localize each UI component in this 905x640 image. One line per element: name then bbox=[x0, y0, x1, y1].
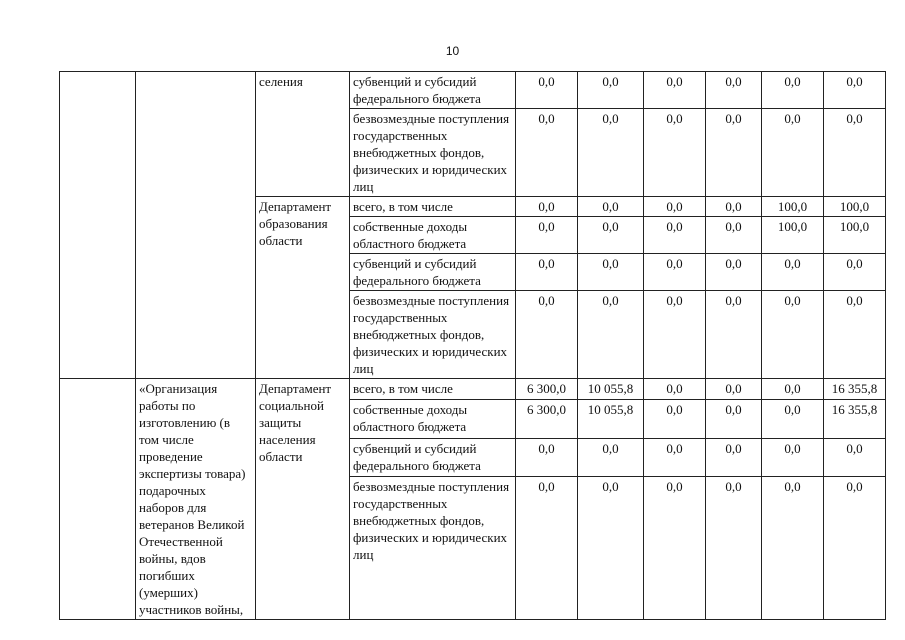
value-cell: 0,0 bbox=[516, 217, 578, 254]
value-cell: 0,0 bbox=[644, 72, 706, 109]
value-cell: 0,0 bbox=[706, 291, 762, 379]
value-cell: 0,0 bbox=[762, 399, 824, 438]
value-cell: 0,0 bbox=[578, 477, 644, 620]
value-cell: 16 355,8 bbox=[824, 379, 886, 400]
empty-cell bbox=[136, 72, 256, 379]
value-cell: 0,0 bbox=[706, 399, 762, 438]
value-cell: 0,0 bbox=[578, 438, 644, 477]
value-cell: 0,0 bbox=[762, 109, 824, 197]
value-cell: 0,0 bbox=[578, 217, 644, 254]
value-cell: 0,0 bbox=[578, 197, 644, 217]
value-cell: 0,0 bbox=[516, 477, 578, 620]
funding-source-label: собственные доходы областного бюджета bbox=[350, 399, 516, 438]
value-cell: 0,0 bbox=[516, 254, 578, 291]
value-cell: 6 300,0 bbox=[516, 379, 578, 400]
funding-source-label: всего, в том числе bbox=[350, 197, 516, 217]
value-cell: 0,0 bbox=[824, 438, 886, 477]
value-cell: 0,0 bbox=[516, 72, 578, 109]
value-cell: 0,0 bbox=[516, 197, 578, 217]
table-row bbox=[60, 379, 886, 400]
funding-source-label: собственные доходы областного бюджета bbox=[350, 217, 516, 254]
value-cell: 0,0 bbox=[644, 477, 706, 620]
value-cell: 0,0 bbox=[762, 254, 824, 291]
value-cell: 0,0 bbox=[644, 217, 706, 254]
value-cell: 0,0 bbox=[706, 477, 762, 620]
value-cell: 0,0 bbox=[516, 291, 578, 379]
value-cell: 0,0 bbox=[578, 254, 644, 291]
value-cell: 0,0 bbox=[578, 72, 644, 109]
value-cell: 0,0 bbox=[824, 477, 886, 620]
department-cell: селения bbox=[256, 72, 350, 197]
value-cell: 0,0 bbox=[644, 109, 706, 197]
value-cell: 0,0 bbox=[706, 217, 762, 254]
value-cell: 0,0 bbox=[644, 438, 706, 477]
value-cell: 0,0 bbox=[578, 109, 644, 197]
value-cell: 10 055,8 bbox=[578, 379, 644, 400]
funding-source-label: субвенций и субсидий федерального бюджета bbox=[350, 254, 516, 291]
value-cell: 0,0 bbox=[706, 379, 762, 400]
value-cell: 0,0 bbox=[644, 197, 706, 217]
funding-source-label: субвенций и субсидий федерального бюджета bbox=[350, 72, 516, 109]
page-number: 10 bbox=[445, 44, 460, 58]
funding-source-label: безвозмездные поступления государственных внебюджетных фондов, физических и юридических лиц bbox=[350, 109, 516, 197]
value-cell: 0,0 bbox=[644, 254, 706, 291]
value-cell: 10 055,8 bbox=[578, 399, 644, 438]
value-cell: 100,0 bbox=[824, 197, 886, 217]
value-cell: 0,0 bbox=[706, 72, 762, 109]
empty-cell bbox=[60, 72, 136, 379]
value-cell: 0,0 bbox=[824, 72, 886, 109]
department-cell: Департамент социальной защиты населения области bbox=[256, 379, 350, 620]
value-cell: 0,0 bbox=[762, 379, 824, 400]
value-cell: 0,0 bbox=[762, 438, 824, 477]
empty-cell bbox=[60, 379, 136, 620]
value-cell: 0,0 bbox=[762, 477, 824, 620]
value-cell: 100,0 bbox=[824, 217, 886, 254]
value-cell: 0,0 bbox=[706, 438, 762, 477]
value-cell: 0,0 bbox=[706, 254, 762, 291]
value-cell: 0,0 bbox=[824, 254, 886, 291]
program-description: «Организация работы по изготовлению (в том числе проведение экспертизы товара) подарочных наборов для ветеранов Великой Отечественной войны, вдов погибших (умерших) участников войны, bbox=[136, 379, 256, 620]
value-cell: 0,0 bbox=[516, 438, 578, 477]
value-cell: 100,0 bbox=[762, 217, 824, 254]
funding-source-label: безвозмездные поступления государственных внебюджетных фондов, физических и юридических лиц bbox=[350, 291, 516, 379]
value-cell: 0,0 bbox=[824, 291, 886, 379]
value-cell: 0,0 bbox=[824, 109, 886, 197]
department-cell: Департамент образования области bbox=[256, 197, 350, 379]
value-cell: 16 355,8 bbox=[824, 399, 886, 438]
value-cell: 0,0 bbox=[762, 291, 824, 379]
value-cell: 0,0 bbox=[644, 291, 706, 379]
table-row bbox=[60, 72, 886, 109]
value-cell: 0,0 bbox=[644, 379, 706, 400]
value-cell: 0,0 bbox=[762, 72, 824, 109]
funding-source-label: безвозмездные поступления государственных внебюджетных фондов, физических и юридических лиц bbox=[350, 477, 516, 620]
funding-source-label: субвенций и субсидий федерального бюджета bbox=[350, 438, 516, 477]
value-cell: 0,0 bbox=[578, 291, 644, 379]
value-cell: 0,0 bbox=[706, 109, 762, 197]
value-cell: 0,0 bbox=[516, 109, 578, 197]
value-cell: 100,0 bbox=[762, 197, 824, 217]
funding-source-label: всего, в том числе bbox=[350, 379, 516, 400]
value-cell: 0,0 bbox=[706, 197, 762, 217]
value-cell: 0,0 bbox=[644, 399, 706, 438]
value-cell: 6 300,0 bbox=[516, 399, 578, 438]
budget-table bbox=[59, 71, 886, 620]
